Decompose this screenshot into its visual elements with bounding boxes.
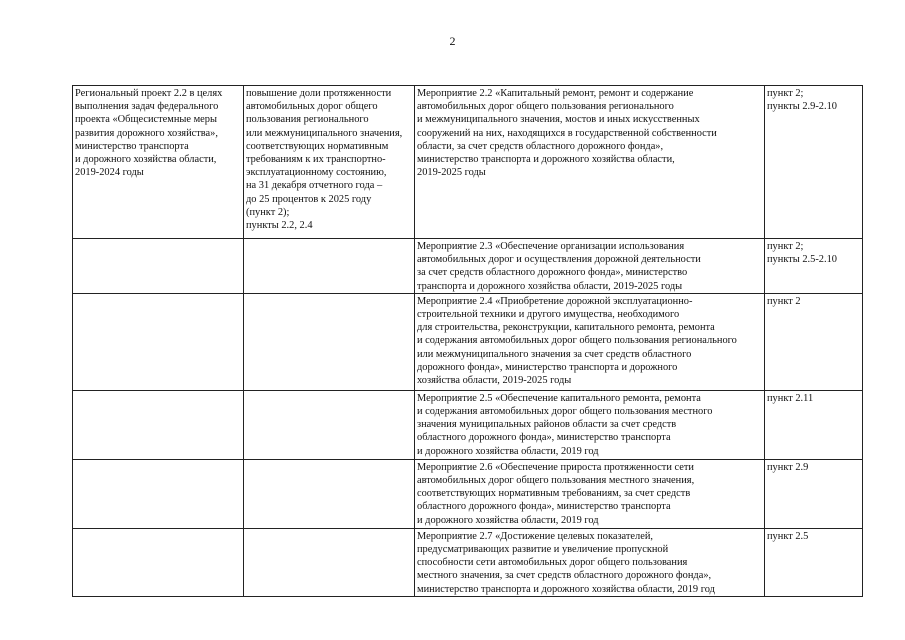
points-cell: пункт 2; пункты 2.5-2.10 — [765, 239, 863, 294]
project-cell — [73, 293, 244, 390]
table-row — [73, 459, 863, 528]
measures-table — [72, 85, 863, 597]
project-cell: Региональный проект 2.2 в целях выполнения задач федерального проекта «Общесистемные меры развития дорожного хозяйства», министерство транспорта и дорожного хозяйства области, 2019-2024 годы — [73, 86, 244, 239]
project-cell — [73, 239, 244, 294]
project-cell — [73, 390, 244, 459]
table-row — [73, 239, 863, 294]
table-row — [73, 390, 863, 459]
indicator-cell: повышение доли протяженности автомобильных дорог общего пользования регионального или межмуниципального значения, соответствующих нормативным требованиям к их транспортно- эксплуатационному состоянию, на 31 декабря отчетного года – до 25 процентов к 2025 году (пункт 2); пункты 2.2, 2.4 — [244, 86, 415, 239]
table-row — [73, 293, 863, 390]
measure-cell: Мероприятие 2.3 «Обеспечение организации использования автомобильных дорог и осуществления дорожной деятельности за счет средств областного дорожного фонда», министерство транспорта и дорожного хозяйства области, 2019-2025 годы — [415, 239, 765, 294]
table-row — [73, 528, 863, 596]
measure-cell: Мероприятие 2.5 «Обеспечение капитального ремонта, ремонта и содержания автомобильных дорог общего пользования местного значения муниципальных районов области за счет средств областного дорожного фонда», министерство транспорта и дорожного хозяйства области, 2019 год — [415, 390, 765, 459]
points-cell: пункт 2.11 — [765, 390, 863, 459]
measure-cell: Мероприятие 2.7 «Достижение целевых показателей, предусматривающих развитие и увеличение пропускной способности сети автомобильных дорог общего пользования местного значения, за счет средств областного дорожного фонда», министерство транспорта и дорожного хозяйства области, 2019 год — [415, 528, 765, 596]
indicator-cell — [244, 528, 415, 596]
points-cell: пункт 2.9 — [765, 459, 863, 528]
page-number: 2 — [449, 34, 456, 48]
indicator-cell — [244, 459, 415, 528]
indicator-cell — [244, 293, 415, 390]
measure-cell: Мероприятие 2.2 «Капитальный ремонт, ремонт и содержание автомобильных дорог общего пользования регионального и межмуниципального значения, мостов и иных искусственных сооружений на них, находящихся в государственной собственности области, за счет средств областного дорожного фонда», министерство транспорта и дорожного хозяйства области, 2019-2025 годы — [415, 86, 765, 239]
project-cell — [73, 459, 244, 528]
points-cell: пункт 2 — [765, 293, 863, 390]
points-cell: пункт 2; пункты 2.9-2.10 — [765, 86, 863, 239]
points-cell: пункт 2.5 — [765, 528, 863, 596]
table-row — [73, 86, 863, 239]
indicator-cell — [244, 239, 415, 294]
measure-cell: Мероприятие 2.6 «Обеспечение прироста протяженности сети автомобильных дорог общего пользования местного значения, соответствующих нормативным требованиям, за счет средств областного дорожного фонда», министерство транспорта и дорожного хозяйства области, 2019 год — [415, 459, 765, 528]
measure-cell: Мероприятие 2.4 «Приобретение дорожной эксплуатационно- строительной техники и другого имущества, необходимого для строительства, реконструкции, капитального ремонта, ремонта и содержания автомобильных дорог общего пользования регионального или межмуниципального значения за счет средств областного дорожного фонда», министерство транспорта и дорожного хозяйства области, 2019-2025 годы — [415, 293, 765, 390]
indicator-cell — [244, 390, 415, 459]
project-cell — [73, 528, 244, 596]
